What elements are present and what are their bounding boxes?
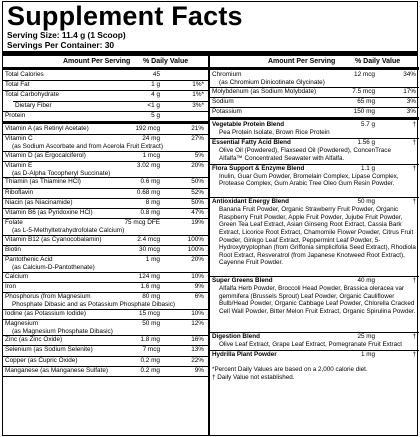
nutrient-dv: 1%* [192, 81, 204, 89]
servings-per-container: Servings Per Container: 30 [7, 40, 115, 50]
nutrient-name: Chromium [212, 71, 242, 78]
nutrient-source: (as D-Alpha Tocopheryl Succinate) [12, 169, 111, 177]
blend-dv: † [412, 333, 416, 341]
blend-row [210, 164, 419, 197]
nutrient-dv: 50% [191, 178, 204, 186]
nutrient-source: Phosphate Dibasic and as Potassium Phosphate Dibasic) [12, 301, 176, 308]
left-column [3, 56, 208, 436]
nutrient-name: Vitamin A (as Retinyl Acetate) [5, 125, 89, 132]
nutrient-amount: 0.2 mg [140, 366, 160, 374]
nutrient-name: Protein [5, 111, 26, 119]
nutrient-dv: 100% [187, 235, 204, 243]
left-column-header [3, 56, 208, 67]
nutrient-row [3, 335, 208, 345]
blend-ingredients: Olive Oil (Powdered), Flaxseed Oil (Powdered), ConcenTrace Alfalfa™ Concentrated Seawater with Alfalfa. [219, 147, 391, 162]
nutrient-row [3, 282, 208, 292]
nutrient-amount: 3.02 mg [136, 161, 160, 169]
nutrient-row [3, 309, 208, 319]
nutrient-name: Molybdenum (as Sodium Molybdate) [212, 87, 317, 95]
blend-name: Flora Support & Enzyme Blend [212, 164, 305, 172]
nutrient-row [3, 356, 208, 366]
blend-name: Hydrilla Plant Powder [212, 351, 277, 359]
nutrient-amount: 5 g [151, 111, 160, 119]
blend-amount: 1.56 g [357, 139, 375, 147]
nutrient-dv: 27% [191, 135, 204, 143]
nutrient-amount: 12 mcg [354, 71, 375, 78]
blend-amount: 5.7 g [360, 121, 375, 129]
blend-name: Vegetable Protein Blend [212, 121, 285, 129]
nutrient-dv: 9% [194, 366, 204, 374]
blend-ingredients: Inulin, Guar Gum Powder, Bromelain Complex, Lipase Complex, Protease Complex, Gum Arabic Tree Oleo Gum Resin Powder. [219, 172, 399, 188]
nutrient-row [3, 124, 208, 134]
nutrient-amount: 1 g [151, 81, 160, 89]
nutrient-name: Niacin (as Niacinamide) [5, 198, 73, 206]
nutrient-amount: 192 mcg [135, 125, 160, 132]
nutrient-dv: 50% [191, 198, 204, 206]
nutrient-row [3, 235, 208, 245]
nutrient-amount: 150 mg [353, 107, 375, 115]
blend-row [210, 350, 419, 361]
panel-title: Supplement Facts [7, 1, 243, 31]
nutrient-amount: 65 mg [357, 97, 375, 105]
nutrient-source: (as Chromium Dinicotinate Glycinate) [219, 79, 325, 86]
blend-ingredients: Olive Leaf Extract, Grape Leaf Extract, Pomegranate Fruit Extract [219, 341, 403, 349]
blend-name: Antioxidant Energy Blend [212, 198, 289, 206]
nutrient-amount: 4 g [151, 91, 160, 99]
blend-amount: 1.1 g [360, 164, 375, 172]
nutrient-dv: 10% [191, 272, 204, 280]
nutrient-dv: 3% [406, 107, 416, 115]
nutrient-dv: 16% [191, 336, 204, 344]
nutrient-name: Magnesium [5, 319, 39, 327]
nutrient-dv: 34% [403, 71, 416, 78]
amount-header-right: Amount Per Serving [268, 58, 336, 65]
nutrient-name: Riboflavin [5, 188, 34, 196]
nutrient-name: Total Calories [5, 71, 44, 78]
nutrient-name: Vitamin B6 (as Pyridoxine HCl) [5, 209, 93, 216]
nutrient-amount: 45 [152, 71, 160, 78]
nutrient-row [210, 107, 419, 117]
nutrient-source: (as Magnesium Phosphate Dibasic) [12, 327, 113, 335]
nutrient-row [3, 208, 208, 218]
nutrient-row [3, 218, 208, 235]
blend-dv: † [412, 164, 416, 172]
nutrient-amount: 0.6 mg [140, 178, 160, 186]
blend-amount: 25 mg [357, 333, 375, 341]
nutrient-row [3, 319, 208, 336]
nutrient-amount: 2.4 mcg [137, 235, 160, 243]
nutrient-dv: 20% [191, 256, 204, 264]
nutrient-row [3, 101, 208, 111]
serving-size: Serving Size: 11.4 g (1 Scoop) [7, 30, 126, 40]
blend-row [210, 276, 419, 332]
nutrient-name: Sodium [212, 97, 234, 105]
nutrient-amount: 8 mg [145, 198, 160, 206]
blend-dv: † [412, 277, 416, 285]
blend-ingredients: Banana Fruit Powder, Organic Strawberry Fruit Powder, Organic Raspberry Fruit Powder, Apple Fruit Powder, Jujube Fruit Powder, Green Tea Leaf Extract, Asian Ginseng Root Extract, Cassia Bark Extract, Licorice Root Extract, Chamomile Flower Powder, Citrus Fruit Powder, Ginkgo Leaf Extract, Peppermint Leaf Powder, 5-Hydroxytryptophan (from Griffonia simplicifolia Seed Extract), Rhodiola Root Extract, Resveratrol (from Japanese Knotweed Root Extract), Cayenne Fruit Powder. [219, 206, 416, 267]
nutrient-amount: 30 mcg [139, 245, 160, 253]
blend-dv: † [412, 198, 416, 206]
blend-name: Digestion Blend [212, 333, 260, 341]
nutrient-name: Total Fat [5, 81, 30, 89]
blend-amount: 1 mg [361, 351, 375, 359]
nutrient-row [210, 87, 419, 97]
nutrient-source: (as Sodium Ascorbate and from Acerola Fruit Extract) [12, 143, 163, 151]
right-column [210, 56, 419, 436]
nutrient-amount: 1.6 mg [140, 282, 160, 290]
nutrient-row [3, 245, 208, 255]
nutrient-row [3, 111, 208, 121]
nutrient-amount: 80 mg [142, 293, 160, 300]
blend-dv: † [412, 351, 416, 359]
nutrient-name: Selenium (as Sodium Selenite) [5, 346, 93, 354]
nutrient-dv: 3% [406, 97, 416, 105]
nutrient-name: Iodine (as Potassium Iodide) [5, 309, 86, 317]
nutrient-name: Total Carbohydrate [5, 91, 59, 99]
nutrient-dv: 6% [194, 293, 204, 300]
nutrient-amount: 0.8 mg [140, 209, 160, 216]
nutrient-dv: 13% [191, 346, 204, 354]
nutrient-row [3, 177, 208, 187]
nutrient-row [3, 70, 208, 80]
nutrient-row [3, 161, 208, 178]
nutrient-amount: <1 g [147, 101, 160, 109]
nutrient-row [3, 188, 208, 198]
blend-amount: 40 mg [357, 277, 375, 285]
nutrient-row [210, 70, 419, 87]
footnote-dagger: † Daily Value not established. [212, 373, 295, 381]
nutrient-dv: 100% [187, 245, 204, 253]
nutrient-dv: 52% [191, 188, 204, 196]
nutrient-amount: 1 mg [145, 256, 160, 264]
blend-ingredients: Pea Protein Isolate, Brown Rice Protein [219, 129, 330, 137]
blend-dv: † [412, 121, 416, 129]
nutrient-name: Copper (as Cupric Oxide) [5, 356, 78, 364]
nutrient-name: Potassium [212, 107, 242, 115]
nutrient-name: Vitamin C [5, 135, 33, 143]
nutrient-dv: 3%* [192, 101, 204, 109]
nutrient-dv: 9% [194, 282, 204, 290]
nutrient-dv: 47% [191, 209, 204, 216]
nutrient-row [3, 292, 208, 309]
nutrient-name: Phosphorus (from Magnesium [5, 293, 91, 300]
nutrient-name: Manganese (as Manganese Sulfate) [5, 366, 109, 374]
footnote-percent: *Percent Daily Values are based on a 2,000 calorie diet. [212, 365, 368, 373]
nutrient-amount: 50 mg [142, 319, 160, 327]
nutrient-name: Biotin [5, 245, 21, 253]
nutrient-source: (as L-5-Methyltetrahydrofolate Calcium) [12, 227, 125, 235]
nutrient-name: Iron [5, 282, 17, 290]
nutrient-row [3, 345, 208, 355]
blend-amount: 50 mg [357, 198, 375, 206]
nutrient-dv: 10% [191, 309, 204, 317]
nutrient-amount: 0.2 mg [140, 356, 160, 364]
nutrient-amount: 75 mcg DFE [124, 219, 160, 227]
nutrient-amount: 0.68 mg [136, 188, 160, 196]
nutrient-dv: 5% [194, 151, 204, 159]
nutrient-row [3, 272, 208, 282]
nutrient-row [3, 151, 208, 161]
nutrient-amount: 1 mcg [142, 151, 160, 159]
nutrient-row [210, 97, 419, 107]
row-divider [3, 376, 208, 377]
nutrient-name: Folate [5, 219, 23, 227]
right-column-header [210, 56, 419, 67]
nutrient-amount: 15 mcg [139, 309, 160, 317]
blend-ingredients: Alfalfa Herb Powder, Broccoli Head Powder, Brassica oleracea var gemmifera (Brussels Sprout) Leaf Powder, Organic Cauliflower Bulb/Head Powder, Organic Cabbage Leaf Powder, Chlorella Cracked Cell Wall Powder, Bitter Melon Fruit Extract, Organic Spirulina Powder. [219, 285, 416, 315]
nutrient-name: Vitamin B12 (as Cyanocobalamin) [5, 235, 102, 243]
dv-header: % Daily Value [143, 58, 189, 65]
blend-dv: † [412, 139, 416, 147]
nutrient-dv: 17% [403, 87, 416, 95]
nutrient-dv: 21% [191, 125, 204, 132]
nutrient-name: Zinc (as Zinc Oxide) [5, 336, 63, 344]
dv-header-right: % Daily Value [355, 58, 401, 65]
nutrient-name: Vitamin E [5, 161, 33, 169]
nutrient-dv: 22% [191, 356, 204, 364]
nutrient-dv: 1%* [192, 91, 204, 99]
nutrient-amount: 7 mcg [142, 346, 160, 354]
blend-row [210, 120, 419, 138]
nutrient-amount: 24 mg [142, 135, 160, 143]
blend-row [210, 332, 419, 350]
nutrient-row [3, 90, 208, 100]
nutrient-dv: 12% [191, 319, 204, 327]
supplement-facts-panel [2, 1, 418, 436]
blend-row [210, 197, 419, 276]
nutrient-amount: 7.5 mcg [352, 87, 375, 95]
nutrient-row [3, 134, 208, 151]
blend-row [210, 138, 419, 164]
nutrient-row [3, 255, 208, 272]
nutrient-name: Pantothenic Acid [5, 256, 53, 264]
nutrient-dv: 20% [191, 161, 204, 169]
nutrient-row [3, 80, 208, 90]
blend-name: Super Greens Blend [212, 277, 273, 285]
nutrient-name: Calcium [5, 272, 29, 280]
nutrient-name: Vitamin D (as Ergocalciferol) [5, 151, 86, 159]
nutrient-source: (as Calcium-D-Pantothenate) [12, 264, 95, 272]
nutrient-row [3, 366, 208, 376]
nutrient-name: Dietary Fiber [15, 101, 52, 109]
nutrient-amount: 1.8 mg [140, 336, 160, 344]
nutrient-amount: 124 mg [138, 272, 160, 280]
nutrient-dv: 19% [191, 219, 204, 227]
blend-name: Essential Fatty Acid Blend [212, 139, 291, 147]
amount-header: Amount Per Serving [63, 58, 131, 65]
nutrient-name: Thiamin (as Thiamine HCl) [5, 178, 81, 186]
nutrient-row [3, 198, 208, 208]
